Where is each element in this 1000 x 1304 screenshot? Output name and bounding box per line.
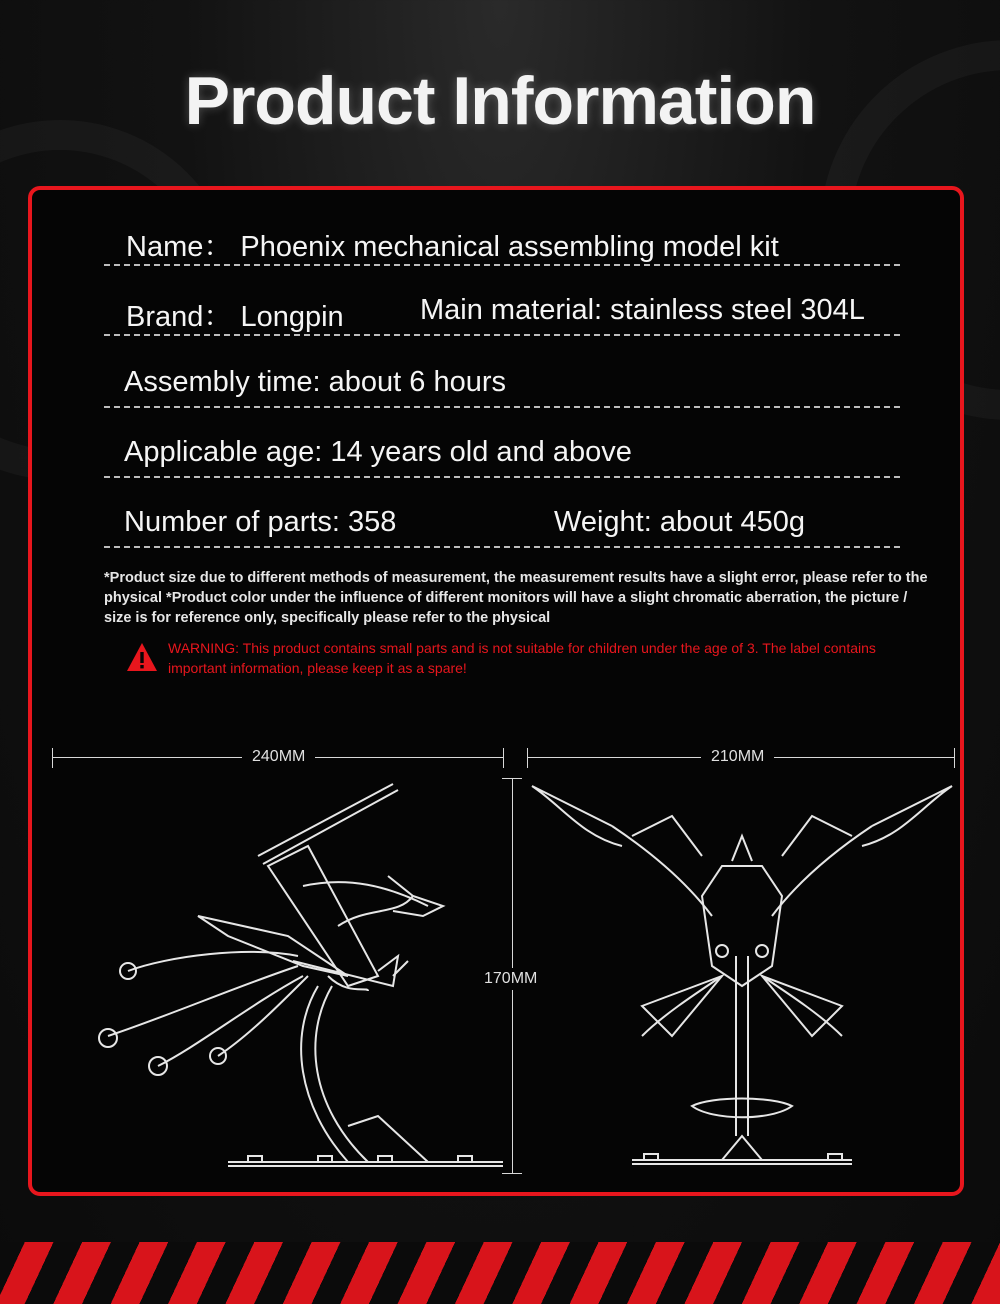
- phoenix-front-view-image: [522, 776, 962, 1196]
- warning-text: WARNING: This product contains small parts and is not suitable for children under the age of 3. The label contains important information, please keep it as a spare!: [168, 640, 876, 676]
- spec-row-brand-material: [104, 264, 900, 336]
- warning-triangle-icon: [126, 642, 158, 672]
- height-label: 170MM: [480, 968, 541, 990]
- page-title: Product Information: [184, 63, 816, 139]
- spec-parts: Number of parts: 358: [124, 506, 397, 538]
- disclaimer-notes: *Product size due to different methods of measurement, the measurement results have a slight error, please refer to the physical *Product color under the influence of different monitors will have a slight chromatic aberration, the picture / size is for reference only, specifically please refer to the physical: [104, 570, 928, 626]
- spec-name: Name： Phoenix mechanical assembling model kit: [126, 231, 779, 263]
- spec-material: Main material: stainless steel 304L: [420, 294, 865, 326]
- hazard-stripes-footer: [0, 1242, 1000, 1304]
- dimension-side-width: [52, 746, 504, 770]
- spec-age: Applicable age: 14 years old and above: [124, 436, 632, 468]
- dimension-front-width: [527, 746, 955, 770]
- spec-weight: Weight: about 450g: [554, 506, 805, 538]
- spec-assembly-time: Assembly time: about 6 hours: [124, 366, 507, 398]
- spec-row-age: [104, 406, 900, 478]
- spec-brand: Brand： Longpin: [126, 301, 344, 333]
- spec-row-assembly-time: [104, 336, 900, 408]
- warning-block: [126, 638, 886, 678]
- front-width-label: 210MM: [701, 748, 774, 766]
- phoenix-side-view-image: [48, 776, 508, 1196]
- side-width-label: 240MM: [242, 748, 315, 766]
- spec-row-name: [104, 194, 900, 266]
- spec-row-parts-weight: [104, 476, 900, 548]
